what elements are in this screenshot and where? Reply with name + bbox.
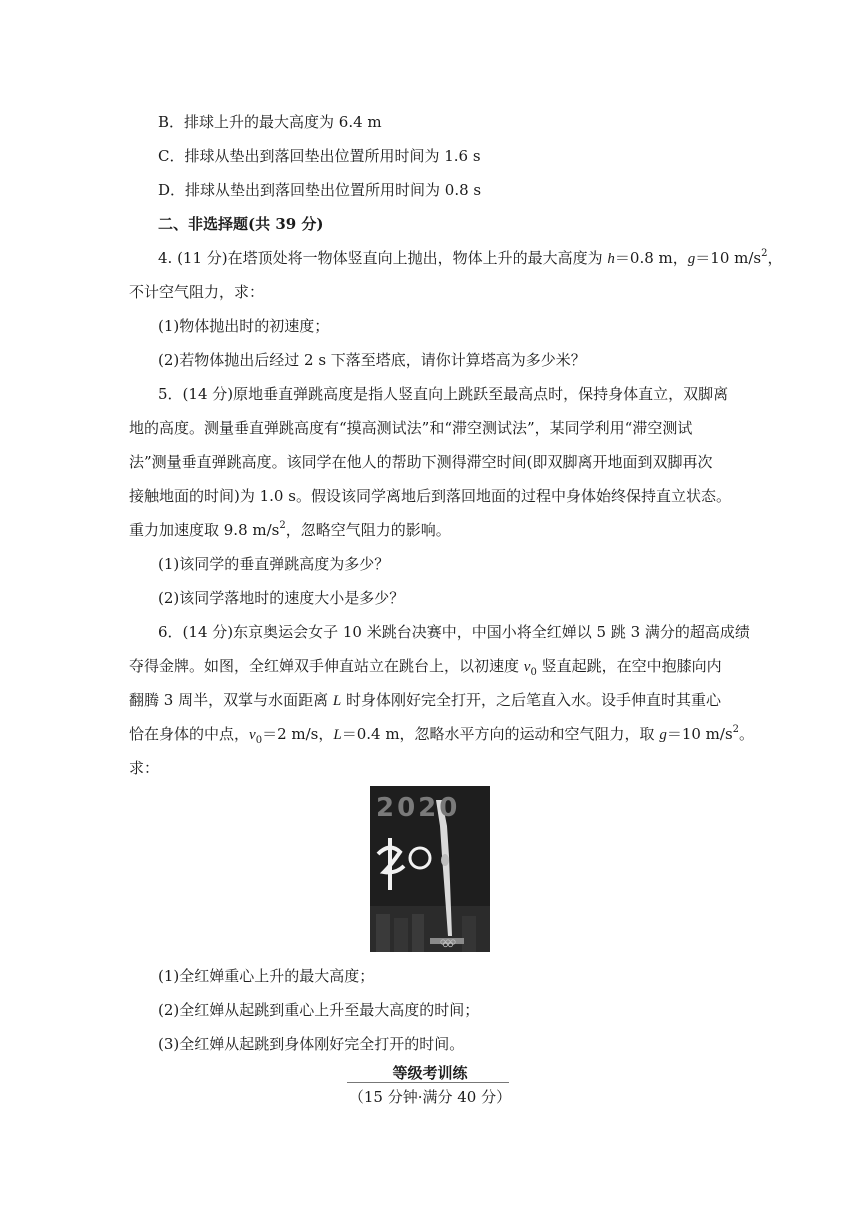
q4-line-2: 不计空气阻力，求： xyxy=(129,283,265,301)
q4-part-2: (2)若物体抛出后经过 2 s 下落至塔底，请你计算塔高为多少米？ xyxy=(158,351,586,369)
q5-part-2: (2)该同学落地时的速度大小是多少？ xyxy=(158,589,405,607)
section-subtitle: （15 分钟·满分 40 分） xyxy=(348,1088,512,1106)
q5-line-5: 重力加速度取 9.8 $m/s^2$，忽略空气阻力的影响。 xyxy=(129,520,451,539)
q6-part-2: (2)全红婵从起跳到重心上升至最大高度的时间； xyxy=(158,1001,480,1019)
q5-line-3: 法”测量垂直弹跳高度。该同学在他人的帮助下测得滞空时间(即双脚离开地面到双脚再次 xyxy=(129,453,713,471)
q5-part-1: (1)该同学的垂直弹跳高度为多少？ xyxy=(158,555,390,573)
q5-line-2: 地的高度。测量垂直弹跳高度有“摸高测试法”和“滞空测试法”，某同学利用“滞空测试 xyxy=(129,419,693,437)
q6-part-1: (1)全红婵重心上升的最大高度； xyxy=(158,967,375,985)
q6-line-1: 6．(14 分)东京奥运会女子 10 米跳台决赛中，中国小将全红婵以 5 跳 3 满分的超高成绩 xyxy=(158,623,750,641)
diver-photo xyxy=(370,786,490,952)
q6-line-4: 恰在身体的中点，$v_0=2$ m/s，L＝0.4 m，忽略水平方向的运动和空气阻力，取 g＝10 $m/s^2$。 xyxy=(129,724,755,746)
q5-line-1: 5．(14 分)原地垂直弹跳高度是指人竖直向上跳跃至最高点时，保持身体直立，双脚离 xyxy=(158,385,729,403)
diver-illustration xyxy=(370,786,490,952)
option-d: D．排球从垫出到落回垫出位置所用时间为 0.8 s xyxy=(158,181,482,199)
q4-part-1: (1)物体抛出时的初速度； xyxy=(158,317,330,335)
section-heading: 二、非选择题(共 39 分) xyxy=(158,215,324,233)
q4-line-1: 4. (11 分)在塔顶处将一物体竖直向上抛出，物体上升的最大高度为 h＝0.8 m，g＝10 $m/s^2$， xyxy=(158,248,783,267)
q6-line-2: 夺得金牌。如图，全红婵双手伸直站立在跳台上，以初速度 $v_0$ 竖直起跳，在空中抱膝向内 xyxy=(129,657,722,678)
title-rule xyxy=(347,1082,509,1083)
q5-line-4: 接触地面的时间)为 1.0 s。假设该同学离地后到落回地面的过程中身体始终保持直立状态。 xyxy=(129,487,731,505)
q6-line-5: 求： xyxy=(129,759,160,777)
poster-year: 2020 xyxy=(376,793,461,823)
section-title: 等级考训练 xyxy=(392,1064,468,1082)
q6-part-3: (3)全红婵从起跳到身体刚好完全打开的时间。 xyxy=(158,1035,465,1053)
option-c: C．排球从垫出到落回垫出位置所用时间为 1.6 s xyxy=(158,147,481,165)
option-b: B．排球上升的最大高度为 6.4 m xyxy=(158,113,382,131)
q6-line-3: 翻腾 3 周半，双掌与水面距离 L 时身体刚好完全打开，之后笔直入水。设手伸直时其重心 xyxy=(129,691,721,709)
